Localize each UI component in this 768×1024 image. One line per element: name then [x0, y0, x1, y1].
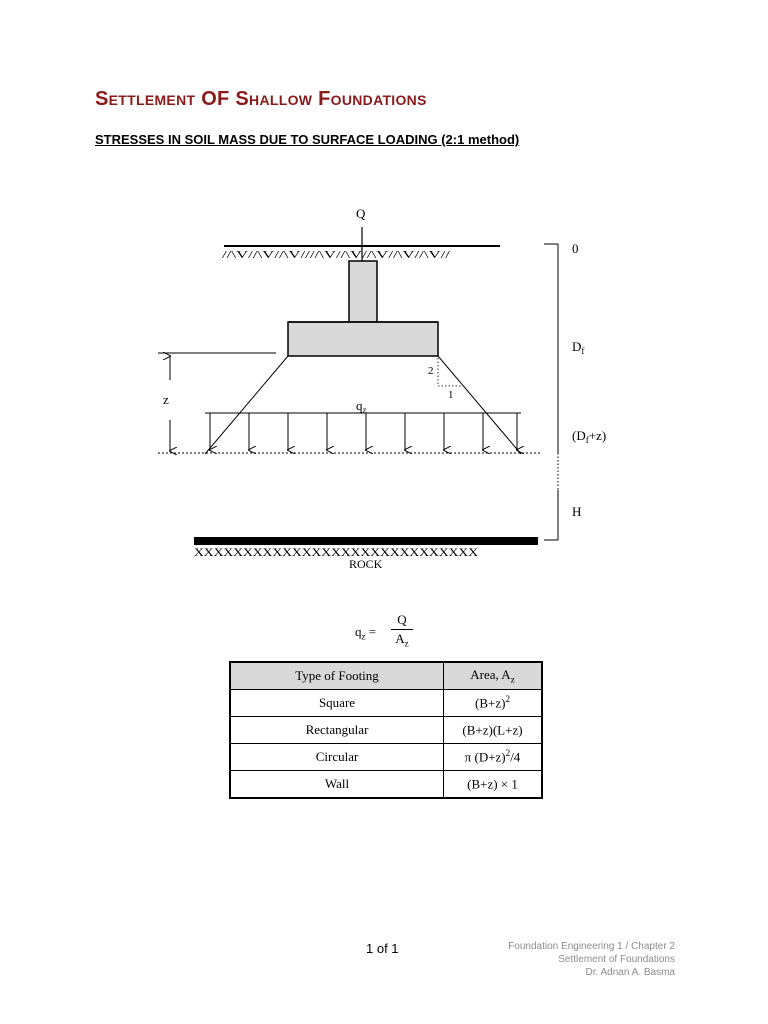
table-row — [230, 690, 542, 717]
footing-type-cell: Circular — [230, 744, 444, 771]
spread-line-left — [205, 356, 288, 454]
depth-label-df: $D_f$ — [572, 339, 585, 356]
footer-course: Foundation Engineering 1 / Chapter 2 — [508, 941, 675, 952]
area-formula-cell: (B+z)(L+z) — [444, 717, 543, 744]
footing-type-cell: Square — [230, 690, 444, 717]
header-area: Area, $A_z$ — [444, 662, 543, 690]
slope-vertical-label: 2 — [428, 365, 434, 377]
depth-label-zero: 0 — [572, 241, 579, 256]
fraction-bar — [391, 629, 413, 630]
header-type-of-footing: Type of Footing — [230, 662, 444, 690]
formula-numerator: Q — [397, 612, 407, 627]
footing-area-table — [229, 661, 543, 799]
qz-arrows — [210, 413, 517, 450]
table-row — [230, 771, 542, 799]
depth-label-h: H — [572, 504, 582, 519]
formula-denominator: $A_z$ — [395, 631, 409, 649]
rock-layer — [194, 537, 538, 545]
footing-type-cell: Rectangular — [230, 717, 444, 744]
qz-label: $q_z$ — [356, 398, 367, 415]
page-footer — [508, 940, 675, 979]
footing-type-cell: Wall — [230, 771, 444, 799]
area-formula-cell: (B+z) × 1 — [444, 771, 543, 799]
footer-author: Dr. Adnan A. Basma — [585, 967, 675, 978]
area-formula-cell: $(B+z)^2$ — [444, 690, 543, 717]
section-subtitle: STRESSES IN SOIL MASS DUE TO SURFACE LOADING (2:1 method) — [95, 132, 520, 147]
z-label: z — [163, 392, 169, 407]
depth-label-df-plus-z: $(D_f+z)$ — [572, 428, 607, 445]
footing-column — [349, 261, 377, 323]
footer-chapter: Settlement of Foundations — [558, 954, 675, 965]
page-title: Settlement OF Shallow Foundations — [95, 88, 427, 110]
slope-horizontal-label: 1 — [448, 389, 454, 401]
table-header-row — [230, 662, 542, 690]
ground-hatch: //\V//\V//\V////\V//\V//\V//\V//\V// — [222, 250, 451, 261]
spread-line-right — [438, 356, 521, 454]
table-row — [230, 744, 542, 771]
load-label: Q — [356, 206, 366, 221]
rock-hatch: XXXXXXXXXXXXXXXXXXXXXXXXXXXXX — [194, 545, 479, 559]
formula-lhs: $q_z$ = — [355, 624, 377, 642]
rock-label: ROCK — [349, 557, 383, 571]
page-number: 1 of 1 — [366, 941, 399, 956]
table-row — [230, 717, 542, 744]
area-formula-cell: π $(D+z)^2/4$ — [444, 744, 543, 771]
footing-base — [288, 322, 438, 356]
formula-fraction — [391, 612, 413, 649]
